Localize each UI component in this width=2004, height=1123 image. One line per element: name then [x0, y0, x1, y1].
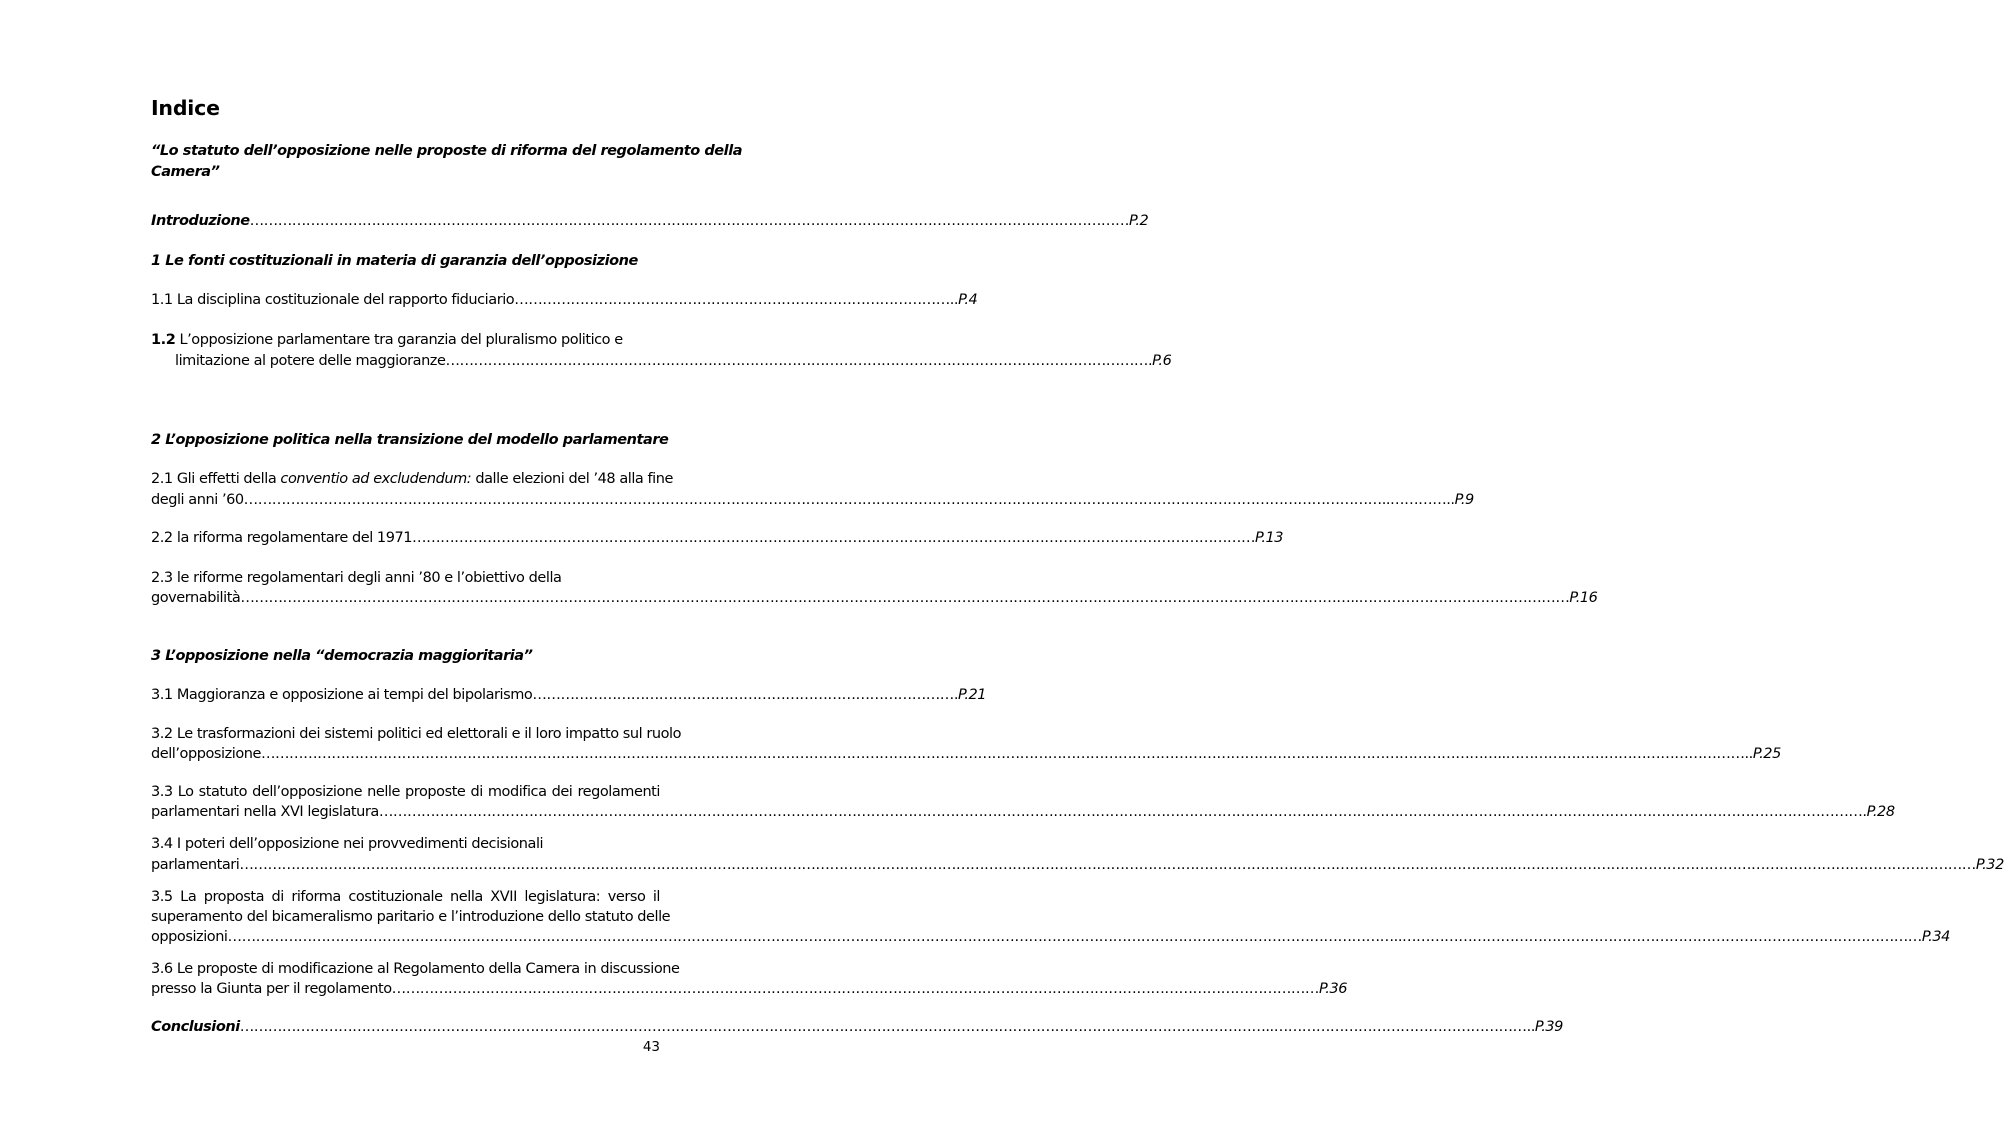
toc-entry-3-5-cont[interactable]	[151, 927, 1950, 948]
toc-entry-3-5[interactable]: 3.5 La proposta di riforma costituzionale nella XVII legislatura: verso il	[151, 889, 660, 905]
toc-entry-text: governabilità	[151, 590, 241, 606]
toc-dot-leader: …………………………………………………………………………………..…………………………………………………………………………………	[249, 213, 1130, 229]
toc-chapter-2[interactable]: 2 L’opposizione politica nella transizione del modello parlamentare	[151, 432, 669, 448]
toc-entry-text: 2.1 Gli effetti della	[151, 471, 281, 487]
toc-dot-leader: …………………………………………………………………………………………………………………………………….	[445, 353, 1153, 369]
toc-entry-1-2[interactable]	[151, 330, 623, 351]
toc-dot-leader: ………………………………………………………………………………………………………………………………………………………………………………..……………………………………………………………………………………………………….	[378, 804, 1867, 820]
toc-entry-2-3-cont[interactable]	[151, 588, 1598, 609]
toc-entry-conclusioni[interactable]	[151, 1017, 1563, 1038]
toc-entry-text: presso la Giunta per il regolamento	[151, 981, 392, 997]
toc-entry-text: parlamentari	[151, 857, 240, 873]
toc-entry-text: dell’opposizione	[151, 746, 261, 762]
toc-entry-3-4[interactable]	[151, 834, 660, 855]
toc-entry-2-2[interactable]	[151, 528, 1284, 549]
toc-entry-text: limitazione al potere delle maggioranze	[175, 353, 446, 369]
toc-entry-1-1[interactable]	[151, 290, 978, 311]
toc-page-ref: P.32	[1975, 857, 2004, 873]
toc-page-ref: P.13	[1255, 530, 1284, 546]
toc-page-ref: P.25	[1752, 746, 1781, 762]
toc-entry-1-2-cont[interactable]	[175, 351, 1172, 372]
toc-entry-3-1[interactable]	[151, 685, 987, 706]
toc-chapter-3[interactable]: 3 L’opposizione nella “democrazia maggioritaria”	[151, 648, 533, 664]
toc-entry-number: 1.2	[151, 332, 176, 348]
toc-dot-leader: ……………………………………………………………………………….	[532, 687, 959, 703]
toc-page-ref: P.28	[1866, 804, 1895, 820]
toc-page-ref: P.4	[958, 292, 978, 308]
toc-entry-emphasis: conventio ad excludendum:	[280, 471, 472, 487]
toc-entry-text: 3.4 I poteri dell’opposizione nei provvedimenti decisionali	[151, 836, 544, 852]
toc-dot-leader: ………………………………………………………………………………………………………………………………………………………………	[412, 530, 1256, 546]
toc-entry-text: opposizioni…	[151, 929, 242, 945]
doc-subtitle-line-2: Camera”	[151, 164, 220, 180]
toc-page-ref: P.6	[1152, 353, 1172, 369]
toc-entry-text: L’opposizione parlamentare tra garanzia del pluralismo politico e	[179, 332, 623, 348]
toc-entry-3-3-cont[interactable]	[151, 802, 1895, 823]
toc-entry-3-6[interactable]: 3.6 Le proposte di modificazione al Regolamento della Camera in discussione	[151, 961, 680, 977]
toc-entry-3-6-cont[interactable]	[151, 979, 1347, 1000]
toc-entry-text: 2.2 la riforma regolamentare del 1971	[151, 530, 413, 546]
toc-dot-leader: ………………………………………………………………………………………………………………………………………………………………………………………………………………………………………………..………………………………………………………………………………………	[239, 857, 1976, 873]
toc-page-ref: P.16	[1569, 590, 1598, 606]
doc-subtitle-line-1: “Lo statuto dell’opposizione nelle proposte di riforma del regolamento della	[151, 143, 743, 159]
toc-dot-leader: …………………………………………………………………………………………………………………………………………………………………………………………………………………………………………..……………………………………………..	[260, 746, 1753, 762]
toc-page-ref: P.34	[1921, 929, 1950, 945]
toc-page-ref: P.2	[1129, 213, 1149, 229]
page-title: Indice	[151, 96, 220, 120]
toc-entry-introduzione[interactable]	[151, 211, 1149, 232]
toc-entry-2-1[interactable]	[151, 469, 673, 490]
toc-entry-2-3[interactable]: 2.3 le riforme regolamentari degli anni ’80 e l’obiettivo della	[151, 570, 562, 586]
toc-page-ref: P.36	[1318, 981, 1347, 997]
toc-entry-3-2-cont[interactable]	[151, 744, 1781, 765]
toc-dot-leader: …………………………………………………………………………………..	[514, 292, 959, 308]
toc-entry-text: 1.1 La disciplina costituzionale del rapporto fiduciario	[151, 292, 515, 308]
toc-dot-leader: ………………………………………………………………………………………………………………………………………………………………………………………………………………………..…………..	[243, 492, 1455, 508]
toc-entry-3-2[interactable]: 3.2 Le trasformazioni dei sistemi politici ed elettorali e il loro impatto sul ruolo	[151, 726, 682, 742]
toc-entry-label: Conclusioni	[151, 1019, 240, 1035]
toc-page-ref: P.39	[1534, 1019, 1563, 1035]
toc-dot-leader: …………………………………………………………………………………………………………………………………………………………………………………………………..………………………………………………..	[239, 1019, 1535, 1035]
toc-entry-text: degli anni ’60	[151, 492, 244, 508]
page-number: 43	[642, 1039, 660, 1055]
toc-entry-text: parlamentari nella XVI legislatura	[151, 804, 379, 820]
toc-entry-2-1-cont[interactable]	[151, 490, 1474, 511]
toc-entry-3-4-cont[interactable]	[151, 855, 2004, 876]
toc-chapter-1[interactable]: 1 Le fonti costituzionali in materia di garanzia dell’opposizione	[151, 253, 638, 269]
toc-entry-3-5-line-2[interactable]: superamento del bicameralismo paritario e l’introduzione dello statuto delle	[151, 909, 671, 925]
toc-entry-text: 3.1 Maggioranza e opposizione ai tempi del bipolarismo	[151, 687, 533, 703]
toc-page-ref: P.21	[958, 687, 987, 703]
toc-dot-leader: …………………………………………………………………………………………………………………………………………………………………………………………………………………..………………………………………	[240, 590, 1570, 606]
toc-entry-label: Introduzione	[151, 213, 250, 229]
toc-dot-leader: …………………………………………………………………………………………………………………………………………………………………………………………………………………………..…………………………………………………………………………………………………	[241, 929, 1922, 945]
toc-entry-3-3[interactable]: 3.3 Lo statuto dell’opposizione nelle proposte di modifica dei regolamenti	[151, 784, 660, 800]
toc-page-ref: P.9	[1454, 492, 1474, 508]
toc-dot-leader: ………………………………………………………………………………………………………………………………………………………………………………	[391, 981, 1319, 997]
toc-entry-text: dalle elezioni del ’48 alla fine	[471, 471, 673, 487]
